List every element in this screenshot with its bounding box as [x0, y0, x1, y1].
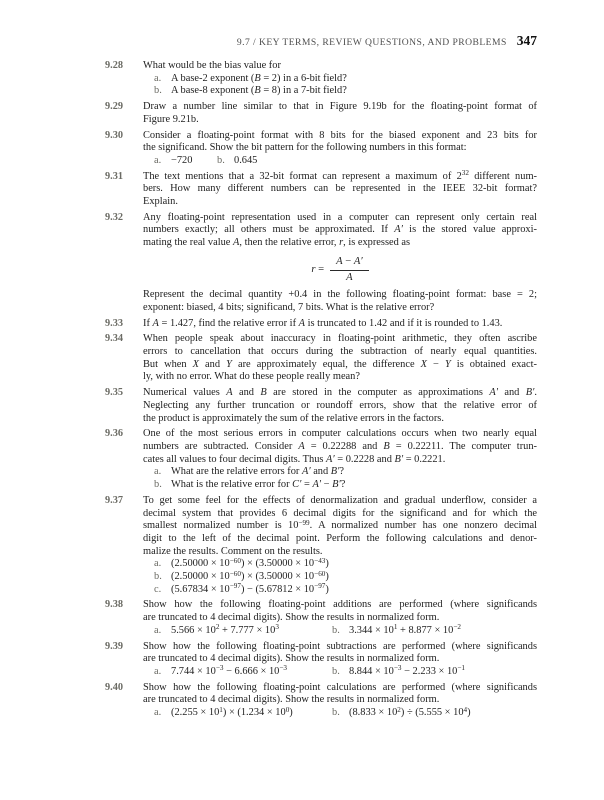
subitem-label: b. [332, 665, 340, 677]
problem-line [143, 400, 537, 413]
subitem-text [171, 479, 537, 492]
text-run: Neglecting any further truncation or roundoff errors, show that the relative error of [143, 399, 537, 411]
text-run: To get some feel for the effects of denormalization and gradual underflow, consider a [143, 494, 537, 506]
text-run: ) [325, 558, 329, 570]
text-run: 2 [397, 705, 401, 714]
text-run: B [254, 85, 261, 97]
text-run: is truncated to 1.42 and if it is rounded to 1.43. [305, 317, 503, 329]
problem-line [143, 183, 537, 196]
problem-line [143, 520, 537, 533]
text-run: = [301, 479, 313, 491]
text-run: What are the relative errors for [171, 466, 302, 478]
text-run: (2.255 × 10 [171, 707, 220, 719]
text-run: errors to cancellation that occurs during the subtraction of nearly equal quantities. [143, 346, 537, 358]
problem-line [143, 237, 537, 250]
text-run: B′ [332, 479, 341, 491]
subitem [217, 155, 257, 168]
subitem-text [171, 707, 293, 720]
problem-body [143, 101, 537, 126]
text-run: the significand. Show the bit pattern for the following numbers in this format: [143, 142, 467, 154]
text-run: is obtained exact- [450, 358, 537, 370]
problem-line [143, 333, 537, 346]
text-run: ly, with no error. What do these people really mean? [143, 371, 360, 383]
text-run: Show how the following floating-point subtractions are performed (where significands [143, 640, 537, 652]
subitem-text [349, 666, 465, 679]
subitem-text [171, 584, 537, 597]
text-run: −97 [314, 582, 326, 591]
problem-body [143, 495, 537, 597]
problem-line [143, 641, 537, 654]
problem-line [143, 546, 537, 559]
text-run: ) [467, 707, 471, 719]
problem-body [143, 318, 537, 331]
text-run: −720 [171, 154, 193, 166]
subitem-text [349, 707, 471, 720]
text-run: What is the relative error for [171, 479, 293, 491]
subitem-text [171, 466, 537, 479]
problem-body [143, 641, 537, 679]
text-run: and [497, 387, 526, 399]
text-run: . A normalized number has one nonzero decimal [309, 520, 537, 532]
text-run: Numerical values [143, 387, 227, 399]
subitem-text [171, 625, 279, 638]
text-run: digit to the left of the decimal point. Perform the following calculations and denor- [143, 532, 537, 544]
text-run: ) × (3.50000 × 10 [240, 571, 315, 583]
text-run: B′ [525, 387, 535, 399]
text-run: are stored in the computer as approximations [266, 387, 490, 399]
subitem-text [171, 571, 537, 584]
text-run: B′ [330, 466, 340, 478]
text-run: = 2) in a 6-bit field? [260, 72, 347, 84]
text-run: Show how the following floating-point calculations are performed (where significands [143, 681, 537, 693]
subitem [143, 571, 537, 584]
subitem [332, 707, 471, 720]
text-run: A′ [312, 479, 322, 491]
page-number: 347 [516, 33, 537, 48]
text-run: ? [339, 466, 345, 478]
subitem-text [171, 558, 537, 571]
text-run: are truncated to 4 decimal digits). Show the results in normalized form. [143, 694, 440, 706]
subitem-label: b. [217, 154, 225, 166]
problem-row [105, 428, 537, 492]
problem-row [105, 599, 537, 637]
problem-line [143, 224, 537, 237]
subitem [143, 466, 537, 479]
text-run: Show how the following floating-point additions are performed (where significands [143, 599, 537, 611]
text-run: − 6.666 × 10 [223, 665, 280, 677]
problem-number: 9.32 [105, 211, 124, 223]
page-header [0, 33, 537, 49]
problem-line [143, 441, 537, 454]
subitem-row [143, 155, 537, 168]
problem-line [143, 428, 537, 441]
text-run: and [310, 466, 331, 478]
text-run: 5.566 × 10 [171, 624, 216, 636]
text-run: and [199, 358, 227, 370]
subitem-label: a. [154, 707, 162, 719]
text-run: −60 [314, 569, 326, 578]
problem-line [143, 212, 537, 225]
problem-number: 9.36 [105, 428, 124, 440]
subitem-row [143, 707, 537, 720]
problem-row [105, 318, 537, 331]
text-run: (8.833 × 10 [349, 707, 398, 719]
text-run: ? [340, 479, 346, 491]
subitem-label: b. [154, 571, 162, 583]
text-run: A base-2 exponent ( [171, 72, 255, 84]
problem-line [143, 101, 537, 114]
running-head-section-title: 9.7 / KEY TERMS, REVIEW QUESTIONS, AND PROBLEMS [236, 37, 507, 48]
problem-row [105, 101, 537, 126]
subitem [143, 558, 537, 571]
problem-number: 9.29 [105, 101, 124, 113]
text-run: One of the most serious errors in computer calculations occurs when two nearly equal [143, 428, 537, 440]
text-run: ) × (3.50000 × 10 [240, 558, 315, 570]
problem-line [143, 508, 537, 521]
problem-number: 9.34 [105, 333, 124, 345]
relative-error-formula [143, 256, 537, 284]
problem-line [143, 359, 537, 372]
text-run: different num- [468, 170, 537, 182]
text-run: + 8.877 × 10 [397, 624, 454, 636]
problem-number: 9.33 [105, 317, 124, 329]
text-run: − [427, 358, 445, 370]
text-run: ) [325, 583, 329, 595]
problem-row [105, 387, 537, 425]
problem-row [105, 171, 537, 209]
subitem-text [234, 155, 257, 168]
text-run: −60 [229, 556, 241, 565]
subitem-label: b. [154, 479, 162, 491]
text-run: numbers exactly; all others must be approximated. If [143, 224, 395, 236]
subitem-label: a. [154, 558, 162, 570]
problem-line [143, 302, 537, 315]
subitem-label: a. [154, 665, 162, 677]
problem-body [143, 212, 537, 315]
text-run: , is expressed as [343, 237, 411, 249]
problem-line [143, 171, 537, 184]
fraction [330, 256, 369, 284]
fraction-denominator [346, 271, 352, 285]
problem-line [143, 599, 537, 612]
subitem-label: b. [154, 85, 162, 97]
problem-line [143, 413, 537, 426]
text-run: A [336, 255, 343, 267]
text-run: Y [444, 358, 451, 370]
text-run: −43 [314, 556, 326, 565]
text-run: are truncated to 4 decimal digits). Show the results in normalized form. [143, 612, 440, 624]
text-run: 4 [463, 705, 468, 714]
text-run: ) − (5.67812 × 10 [240, 583, 315, 595]
text-run: 0.645 [234, 154, 258, 166]
text-run: What would be the bias value for [143, 60, 281, 71]
subitem-label: a. [154, 72, 162, 84]
text-run: B′ [394, 453, 404, 465]
text-run: B [254, 72, 261, 84]
text-run: are truncated to 4 decimal digits). Show the results in normalized form. [143, 653, 440, 665]
text-run: 1 [219, 705, 223, 714]
problem-number: 9.39 [105, 640, 124, 652]
subitem-label: c. [154, 583, 162, 595]
text-run: and [232, 387, 261, 399]
problem-body [143, 682, 537, 720]
text-run: A [346, 271, 353, 283]
problem-body [143, 387, 537, 425]
problem-line [143, 682, 537, 695]
subitem-row [143, 666, 537, 679]
subitem [143, 479, 537, 492]
text-run: . [534, 387, 538, 399]
text-run: are approximately equal, the difference [231, 358, 421, 370]
problem-line [143, 612, 537, 625]
text-run: = 8) in a 7-bit field? [260, 85, 347, 97]
subitem [154, 625, 332, 638]
text-run: = 0.22288 and [304, 440, 384, 452]
problem-row [105, 641, 537, 679]
problem-number: 9.37 [105, 494, 124, 506]
problem-number: 9.35 [105, 387, 124, 399]
text-run: −97 [229, 582, 241, 591]
text-run: − [321, 479, 333, 491]
text-run: A′ [353, 255, 363, 267]
text-run: C′ [292, 479, 302, 491]
problem-line [143, 346, 537, 359]
text-run: exponent: biased, 4 bits; significand, 7 bits. What is the relative error? [143, 301, 435, 313]
problem-body [143, 428, 537, 492]
text-run: Y [226, 358, 232, 370]
text-run: The text mentions that a 32-bit format can represent a maximum of 2 [143, 170, 462, 182]
problem-line [143, 533, 537, 546]
text-run: Represent the decimal quantity +0.4 in the following floating-point format: base = 2; [143, 289, 537, 301]
problem-number: 9.31 [105, 170, 124, 182]
subitem [154, 155, 217, 168]
text-run: When people speak about inaccuracy in floating-point arithmetic, they often ascribe [143, 333, 537, 345]
text-run: 1 [393, 623, 398, 632]
text-run: X [192, 358, 199, 370]
subitem-text [349, 625, 461, 638]
fraction-numerator [330, 256, 369, 271]
text-run: = 0.2228 and [334, 453, 395, 465]
text-run: = 1.427, find the relative error if [158, 317, 299, 329]
text-run: bers. How many different numbers can be represented in the IEEE 32-bit format? [143, 183, 537, 195]
text-run: the product is approximately the sum of the relative errors in the factors. [143, 412, 444, 424]
text-run: (2.50000 × 10 [171, 571, 230, 583]
problem-body [143, 130, 537, 168]
text-run: Draw a number line similar to that in Figure 9.19b for the floating-point format of [143, 101, 537, 113]
subitem [154, 666, 332, 679]
problem-number: 9.30 [105, 129, 124, 141]
text-run: mating the real value [143, 237, 234, 249]
text-run: + 7.777 × 10 [219, 624, 276, 636]
text-run: A [152, 317, 159, 329]
problem-number: 9.40 [105, 681, 124, 693]
text-run: A base-8 exponent ( [171, 85, 255, 97]
text-run: = [315, 263, 325, 275]
subitem-label: b. [332, 624, 340, 636]
text-run: X [420, 358, 427, 370]
text-run: 8.844 × 10 [349, 665, 394, 677]
text-run: (5.67834 × 10 [171, 583, 230, 595]
text-run: A [233, 237, 240, 249]
subitem [143, 85, 537, 98]
text-run: A′ [301, 466, 311, 478]
problem-row [105, 333, 537, 384]
text-run: 32 [461, 169, 469, 178]
text-run: − [342, 255, 354, 267]
text-run: Explain. [143, 196, 178, 208]
problem-line [143, 495, 537, 508]
text-run: ) × (1.234 × 10 [222, 707, 286, 719]
subitem [154, 707, 332, 720]
text-run: numbers are subtracted. Consider [143, 440, 299, 452]
subitem-label: b. [332, 707, 340, 719]
subitem-text [171, 85, 537, 98]
problem-body [143, 599, 537, 637]
text-run: Any floating-point representation used in a computer can represent only certain real [143, 211, 537, 223]
problem-line [143, 454, 537, 467]
text-run: A′ [489, 387, 498, 399]
text-run: cates all values to four decimal digits. Thus [143, 453, 327, 465]
problem-row [105, 60, 537, 98]
text-run: 0 [285, 705, 290, 714]
text-run: A [226, 387, 233, 399]
text-run: 2 [215, 623, 220, 632]
formula-lhs [311, 264, 324, 277]
text-run: −2 [453, 623, 461, 632]
problem-line [143, 653, 537, 666]
problem-row [105, 495, 537, 597]
subitem-label: a. [154, 154, 162, 166]
problem-body [143, 333, 537, 384]
problems-list [105, 60, 537, 723]
text-run: −99 [298, 518, 310, 527]
problem-line [143, 130, 537, 143]
problem-body [143, 60, 537, 98]
text-run: But when [143, 358, 193, 370]
text-run: 7.744 × 10 [171, 665, 216, 677]
text-run: = 0.22211. The computer trun- [389, 440, 538, 452]
problem-line [143, 142, 537, 155]
problem-row [105, 130, 537, 168]
text-run: 3 [275, 623, 279, 632]
subitem-text [171, 73, 537, 86]
subitem-row [143, 625, 537, 638]
text-run: 3.344 × 10 [349, 624, 394, 636]
text-run: −1 [457, 664, 466, 673]
problem-row [105, 212, 537, 315]
text-run: Consider a floating-point format with 8 bits for the biased exponent and 23 bits for [143, 129, 537, 141]
subitem-label: a. [154, 466, 162, 478]
text-run: decimal system that provides 6 decimal digits for the significand and for which the [143, 507, 537, 519]
problem-number: 9.28 [105, 60, 124, 71]
text-run: ) [289, 707, 293, 719]
subitem [143, 584, 537, 597]
text-run: smallest normalized number is 10 [143, 520, 299, 532]
text-run: A [298, 317, 305, 329]
text-run: −3 [279, 664, 288, 673]
subitem [332, 666, 465, 679]
problem-line [143, 114, 537, 127]
text-run: ) ÷ (5.555 × 10 [400, 707, 464, 719]
text-run: If [143, 317, 153, 329]
text-run: r [339, 237, 344, 249]
text-run: (2.50000 × 10 [171, 558, 230, 570]
text-run: A′ [326, 453, 335, 465]
text-run: A′ [394, 224, 403, 236]
subitem [332, 625, 461, 638]
text-run: = 0.2221. [403, 453, 446, 465]
problem-line [143, 318, 537, 331]
text-run: is the stored value approxi- [402, 224, 537, 236]
text-run: Figure 9.21b. [143, 113, 199, 125]
text-run: −3 [393, 664, 402, 673]
subitem-text [171, 666, 287, 679]
problem-row [105, 682, 537, 720]
text-run: − 2.233 × 10 [401, 665, 458, 677]
text-run: , then the relative error, [239, 237, 340, 249]
problem-body [143, 171, 537, 209]
problem-line [143, 694, 537, 707]
text-run: B [383, 440, 390, 452]
text-run: A [298, 440, 305, 452]
subitem-text [171, 155, 192, 168]
text-run: ) [325, 571, 329, 583]
problem-number: 9.38 [105, 599, 124, 611]
problem-line [143, 387, 537, 400]
problem-line [143, 289, 537, 302]
text-run: B [260, 387, 267, 399]
text-run: malize the results. Comment on the results. [143, 545, 323, 557]
problem-line [143, 196, 537, 209]
subitem-label: a. [154, 624, 162, 636]
problem-line [143, 60, 537, 73]
problem-line [143, 371, 537, 384]
subitem [143, 73, 537, 86]
text-run: r [311, 263, 316, 275]
text-run: −3 [215, 664, 224, 673]
text-run: −60 [229, 569, 241, 578]
